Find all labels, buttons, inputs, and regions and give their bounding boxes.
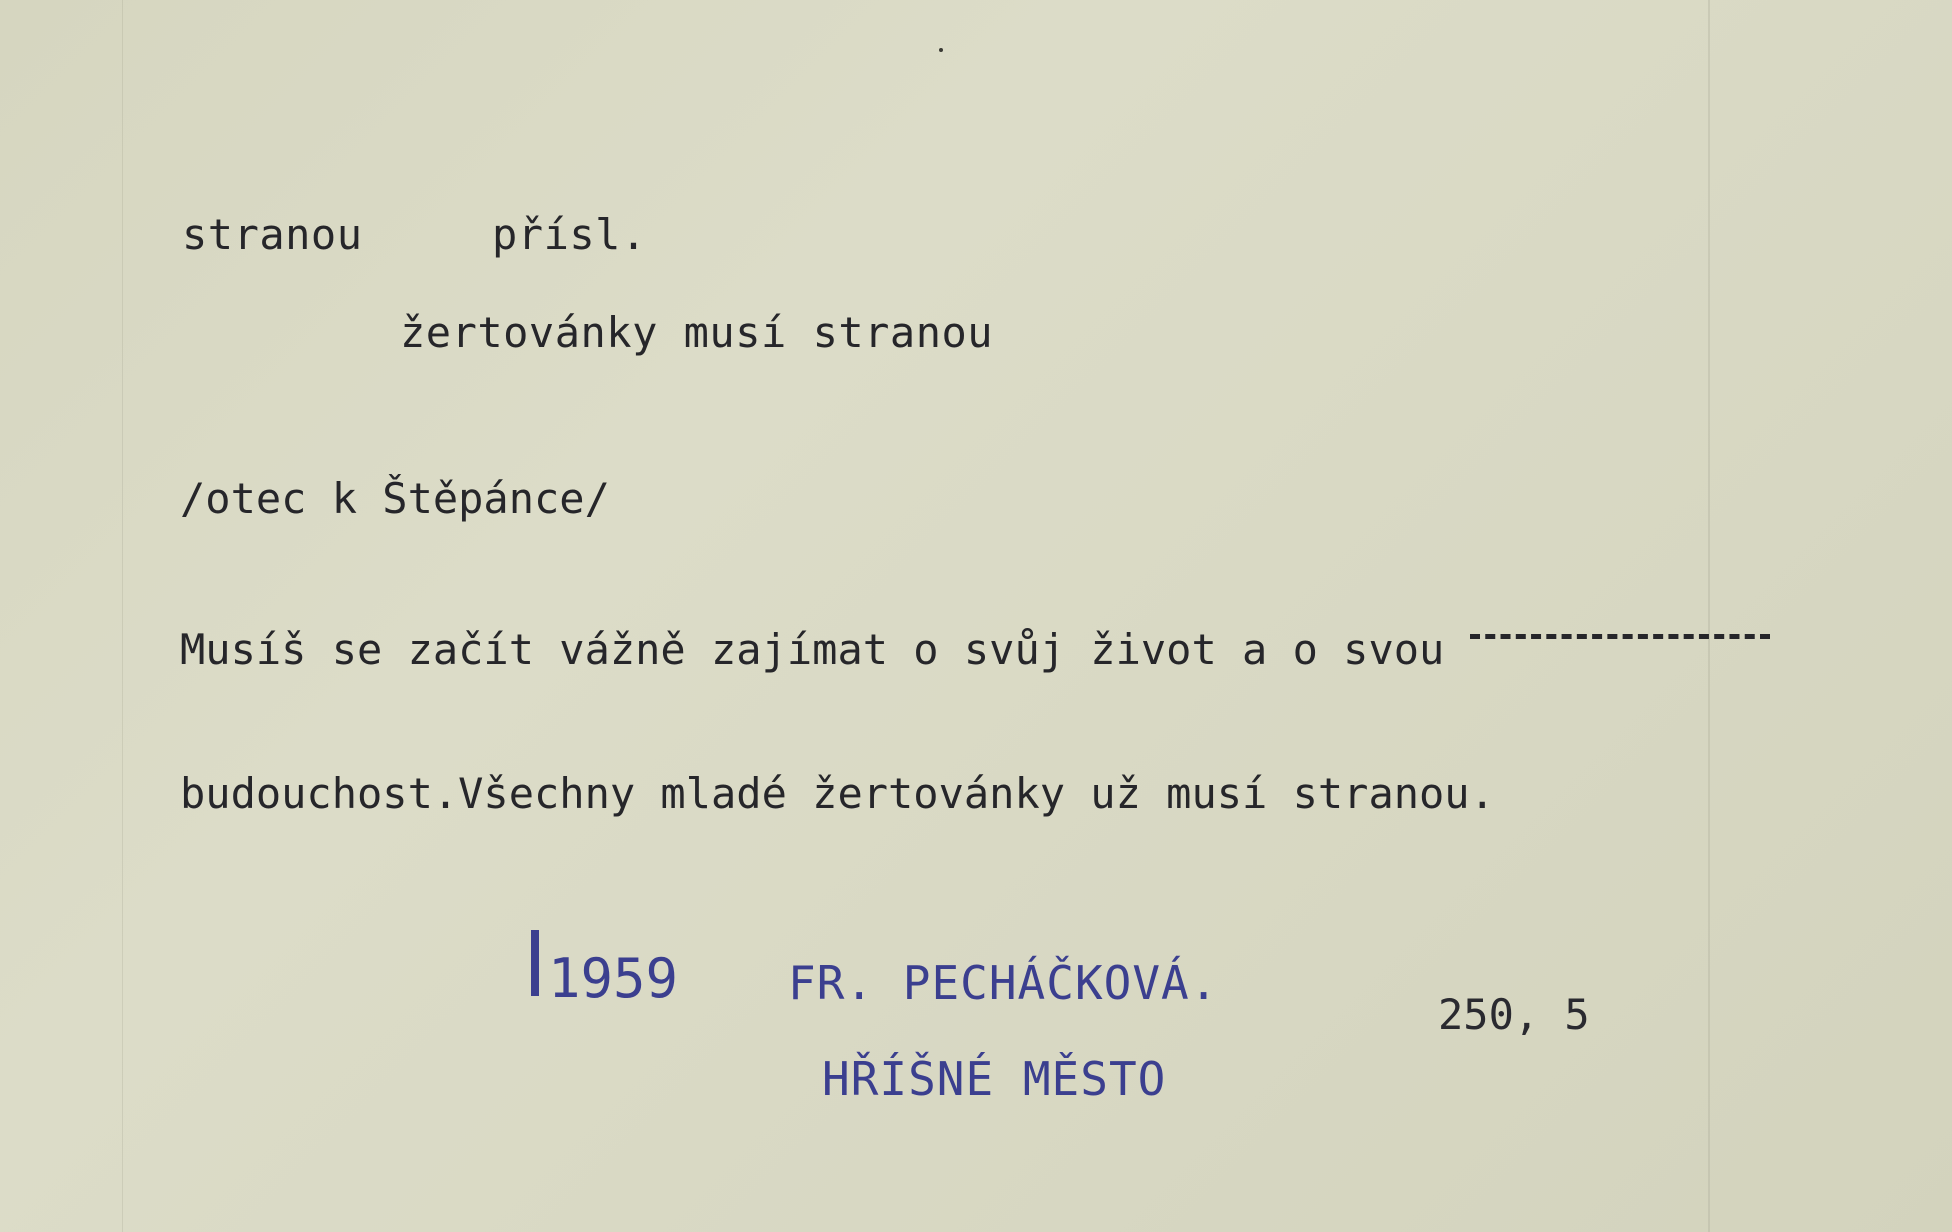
quotation-line: budouchost.Všechny mladé žertovánky už musí stranou. xyxy=(180,769,1495,818)
ink-speck xyxy=(939,48,943,52)
source-year: 1959 xyxy=(548,947,679,1010)
word-class-label: přísl. xyxy=(492,210,647,259)
source-reference: 250, 5 xyxy=(1438,990,1590,1039)
quotation-line: Musíš se začít vážně zajímat o svůj život a o svou xyxy=(180,625,1445,674)
paper-fold-line xyxy=(1708,0,1710,1232)
quotation xyxy=(180,530,1495,914)
source-author: FR. PECHÁČKOVÁ. xyxy=(788,956,1219,1010)
stamp-mark xyxy=(531,930,539,996)
headword: stranou xyxy=(182,210,363,259)
collocation: žertovánky musí stranou xyxy=(400,308,994,357)
source-title: HŘÍŠNÉ MĚSTO xyxy=(822,1052,1167,1106)
paper-fold-line xyxy=(122,0,123,1232)
dashed-underline xyxy=(1470,634,1770,639)
context-note: /otec k Štěpánce/ xyxy=(180,474,610,523)
